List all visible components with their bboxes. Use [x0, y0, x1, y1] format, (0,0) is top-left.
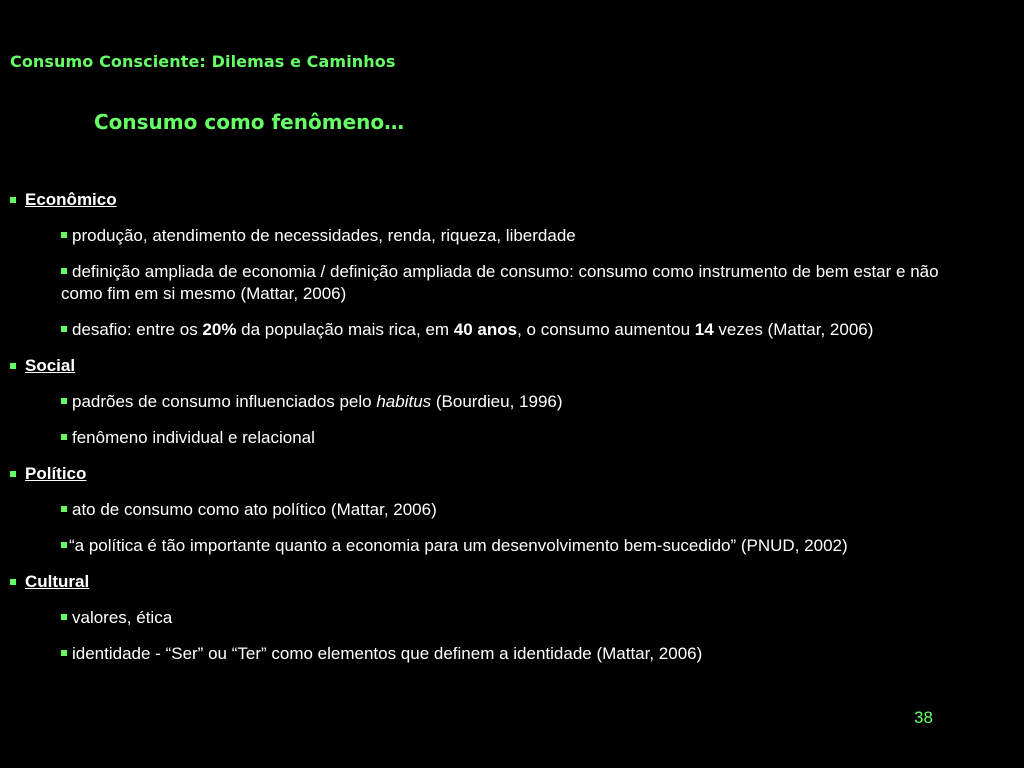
square-bullet-icon — [61, 268, 67, 274]
slide-title: Consumo como fenômeno… — [94, 110, 405, 134]
item-bold: 14 — [694, 320, 714, 339]
item-italic: habitus — [376, 392, 432, 411]
square-bullet-icon — [10, 471, 16, 477]
page-number: 38 — [914, 708, 933, 727]
item-text: da população mais rica, em — [236, 320, 454, 339]
section-label: Social — [25, 356, 76, 375]
item-text: identidade - “Ser” ou “Ter” como elementos que definem a identidade (Mattar, 2006) — [72, 644, 703, 663]
list-item — [61, 643, 960, 665]
square-bullet-icon — [61, 326, 67, 332]
section-politico — [10, 463, 960, 485]
item-text: “a política é tão importante quanto a economia para um desenvolvimento bem-sucedido” (PNUD, 2002) — [69, 536, 848, 555]
item-text: (Bourdieu, 1996) — [431, 392, 563, 411]
section-label: Cultural — [25, 572, 90, 591]
square-bullet-icon — [61, 232, 67, 238]
square-bullet-icon — [61, 614, 67, 620]
square-bullet-icon — [61, 506, 67, 512]
section-economico — [10, 189, 960, 211]
item-text: ato de consumo como ato político (Mattar, 2006) — [72, 500, 437, 519]
item-text: fenômeno individual e relacional — [72, 428, 315, 447]
header-title: Consumo Consciente: Dilemas e Caminhos — [10, 52, 396, 71]
square-bullet-icon — [61, 650, 67, 656]
section-social — [10, 355, 960, 377]
list-item — [61, 607, 960, 629]
list-item — [61, 535, 960, 557]
item-text: vezes (Mattar, 2006) — [713, 320, 874, 339]
square-bullet-icon — [61, 542, 67, 548]
item-bold: 40 anos — [453, 320, 518, 339]
item-text: desafio: entre os — [72, 320, 203, 339]
item-text: produção, atendimento de necessidades, renda, riqueza, liberdade — [72, 226, 576, 245]
list-item — [61, 427, 960, 449]
list-item — [61, 391, 960, 413]
section-label: Econômico — [25, 190, 117, 209]
list-item — [61, 261, 960, 305]
list-item — [61, 499, 960, 521]
item-text: valores, ética — [72, 608, 173, 627]
item-text: definição ampliada de economia / definição ampliada de consumo: consumo como instrumento de bem estar e não como fim em si mesmo (Mattar, 2006) — [61, 262, 939, 303]
item-bold: 20% — [202, 320, 237, 339]
item-text: padrões de consumo influenciados pelo — [72, 392, 377, 411]
square-bullet-icon — [61, 398, 67, 404]
square-bullet-icon — [10, 197, 16, 203]
list-item — [61, 319, 960, 341]
square-bullet-icon — [61, 434, 67, 440]
slide-content — [10, 189, 960, 679]
square-bullet-icon — [10, 579, 16, 585]
section-label: Político — [25, 464, 87, 483]
section-cultural — [10, 571, 960, 593]
item-text: , o consumo aumentou — [517, 320, 695, 339]
square-bullet-icon — [10, 363, 16, 369]
list-item — [61, 225, 960, 247]
